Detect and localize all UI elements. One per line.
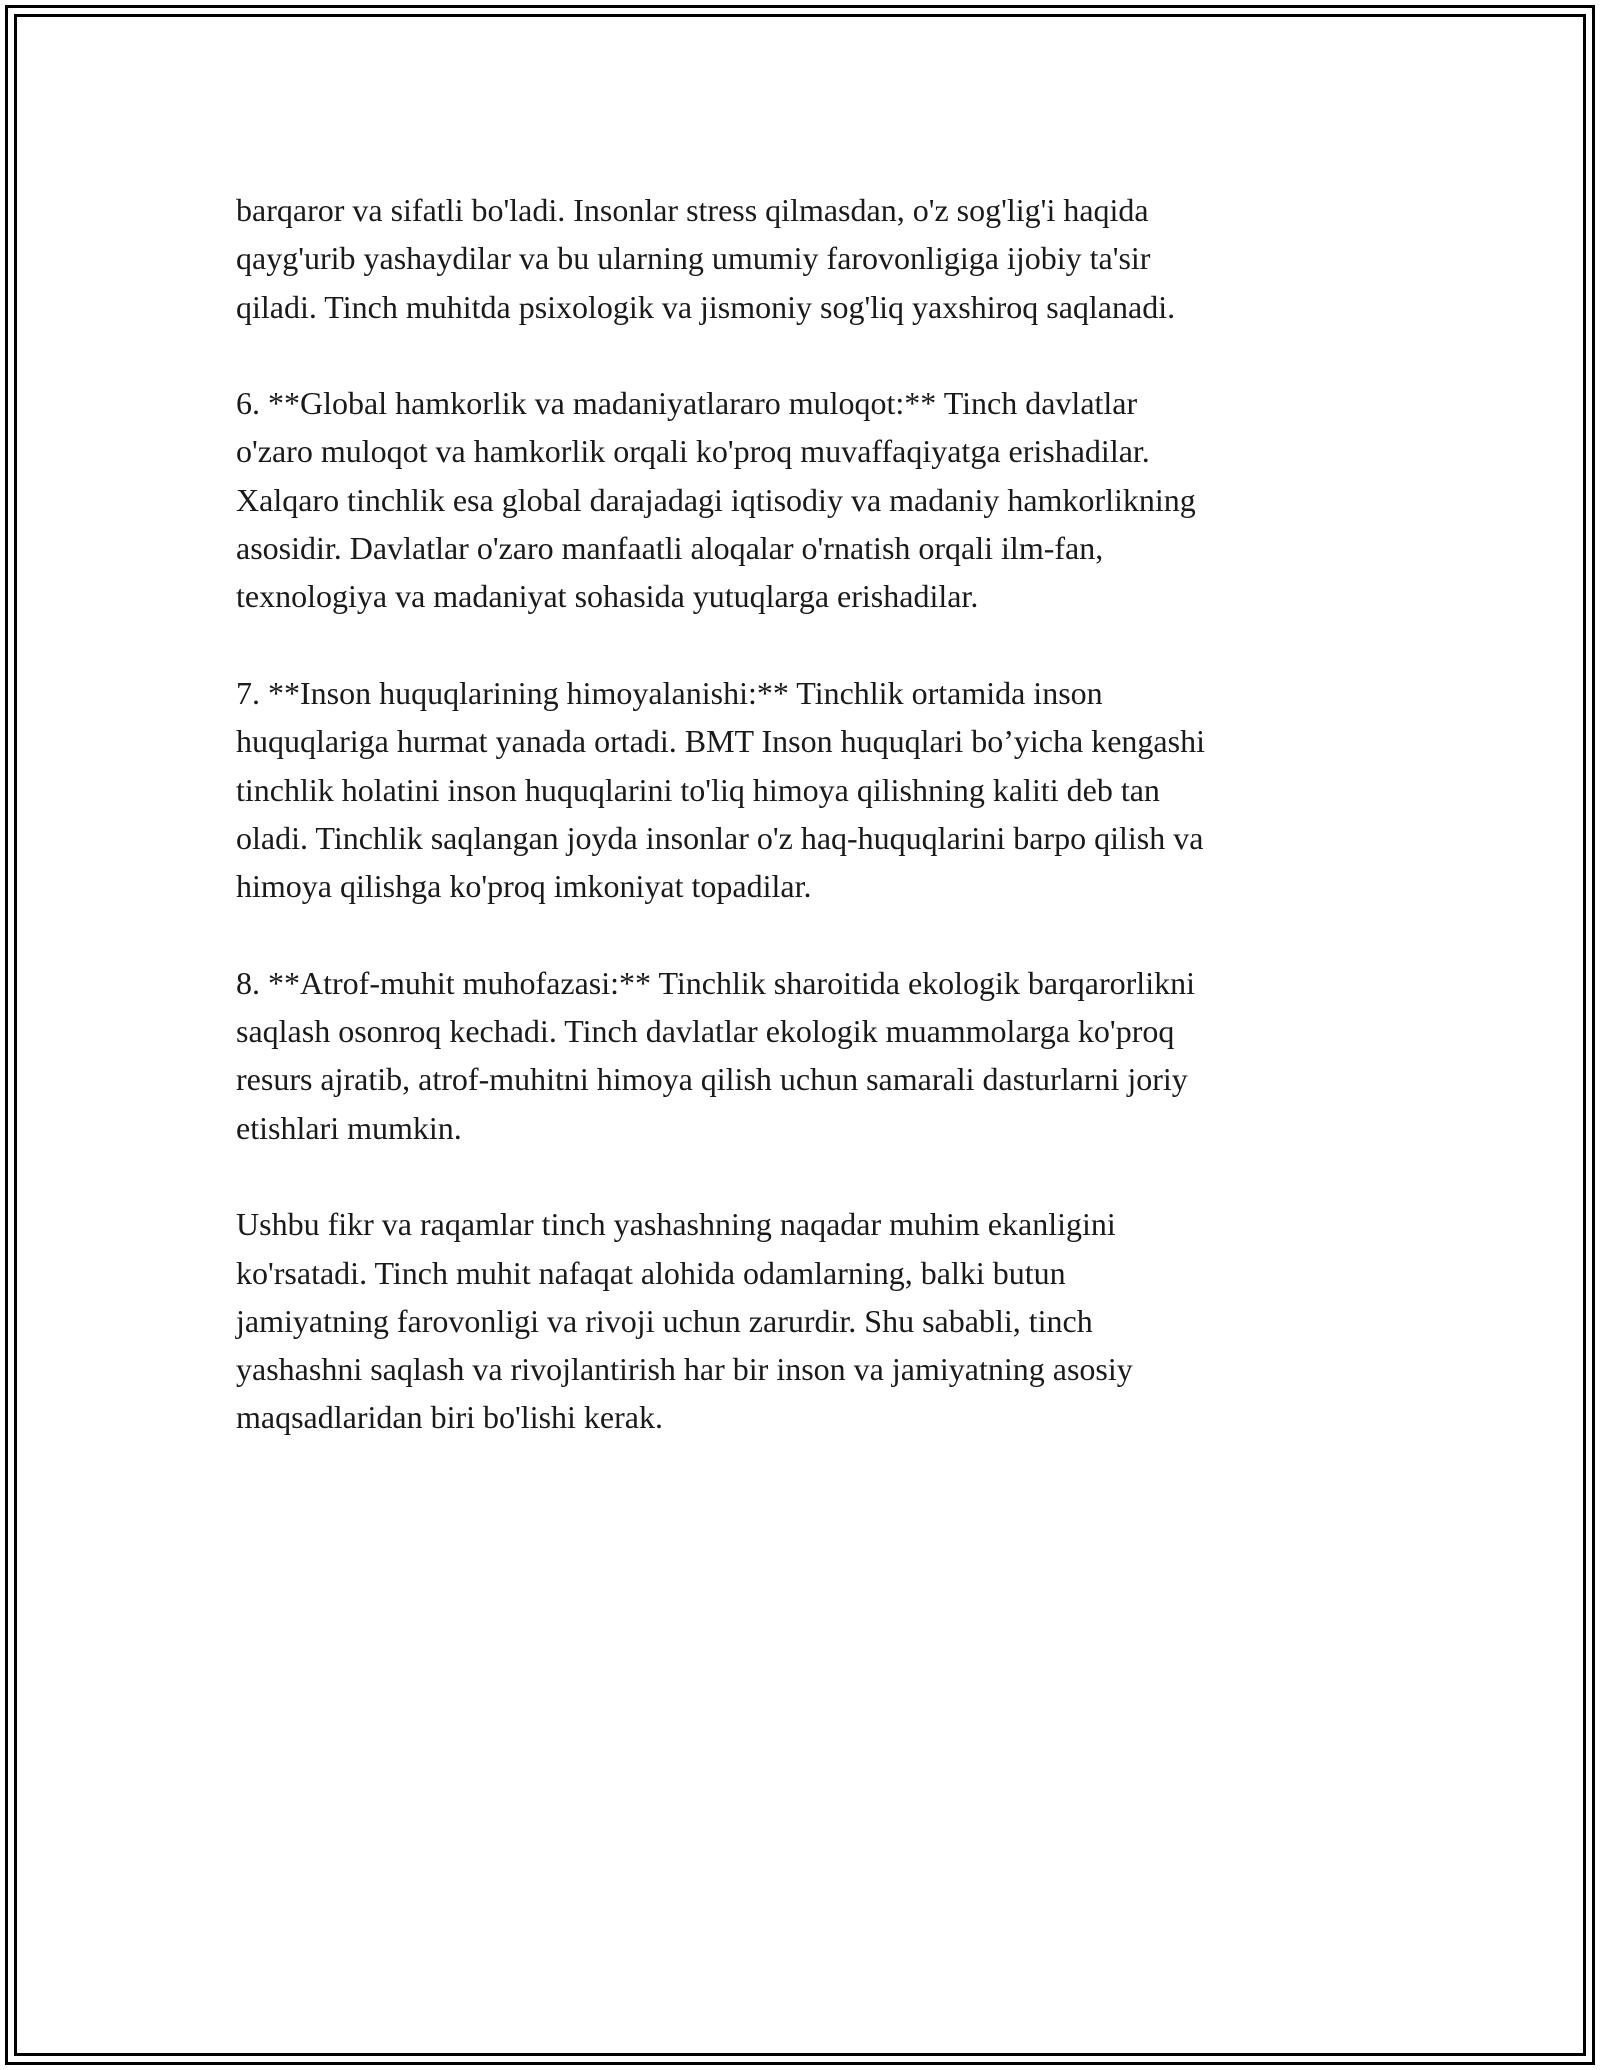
text-line: yashashni saqlash va rivojlantirish har bir inson va jamiyatning asosiy (236, 1351, 1133, 1388)
paragraph-health-continued (236, 186, 1366, 331)
text-line: 8. **Atrof-muhit muhofazasi:** Tinchlik sharoitida ekologik barqarorlikni (236, 964, 1195, 1001)
paragraph-human-rights (236, 669, 1366, 910)
text-line: etishlari mumkin. (236, 1109, 462, 1146)
text-line: saqlash osonroq kechadi. Tinch davlatlar ekologik muammolarga ko'proq (236, 1013, 1175, 1050)
paragraph-environment (236, 959, 1366, 1152)
text-line: 6. **Global hamkorlik va madaniyatlararo muloqot:** Tinch davlatlar (236, 385, 1138, 422)
paragraph-conclusion (236, 1200, 1366, 1441)
text-line: o'zaro muloqot va hamkorlik orqali ko'proq muvaffaqiyatga erishadilar. (236, 433, 1150, 470)
text-line: oladi. Tinchlik saqlangan joyda insonlar o'z haq-huquqlarini barpo qilish va (236, 819, 1204, 856)
text-line: ko'rsatadi. Tinch muhit nafaqat alohida odamlarning, balki butun (236, 1254, 1066, 1291)
text-line: qiladi. Tinch muhitda psixologik va jismoniy sog'liq yaxshiroq saqlanadi. (236, 288, 1176, 325)
text-line: resurs ajratib, atrof-muhitni himoya qilish uchun samarali dasturlarni joriy (236, 1061, 1188, 1098)
text-line: qayg'urib yashaydilar va bu ularning umumiy farovonligiga ijobiy ta'sir (236, 240, 1151, 277)
text-line: Xalqaro tinchlik esa global darajadagi iqtisodiy va madaniy hamkorlikning (236, 481, 1196, 518)
text-line: tinchlik holatini inson huquqlarini to'liq himoya qilishning kaliti deb tan (236, 771, 1160, 808)
text-line: 7. **Inson huquqlarining himoyalanishi:** Tinchlik ortamida inson (236, 674, 1103, 711)
paragraph-global-cooperation (236, 379, 1366, 620)
document-body (236, 186, 1366, 1490)
text-line: himoya qilishga ko'proq imkoniyat topadilar. (236, 868, 812, 905)
text-line: texnologiya va madaniyat sohasida yutuqlarga erishadilar. (236, 578, 979, 615)
text-line: barqaror va sifatli bo'ladi. Insonlar stress qilmasdan, o'z sog'lig'i haqida (236, 192, 1149, 228)
text-line: huquqlariga hurmat yanada ortadi. BMT Inson huquqlari bo’yicha kengashi (236, 723, 1205, 760)
text-line: Ushbu fikr va raqamlar tinch yashashning naqadar muhim ekanligini (236, 1206, 1116, 1243)
text-line: asosidir. Davlatlar o'zaro manfaatli aloqalar o'rnatish orqali ilm-fan, (236, 530, 1104, 567)
text-line: maqsadlaridan biri bo'lishi kerak. (236, 1399, 663, 1436)
text-line: jamiyatning farovonligi va rivoji uchun zarurdir. Shu sababli, tinch (236, 1302, 1093, 1339)
